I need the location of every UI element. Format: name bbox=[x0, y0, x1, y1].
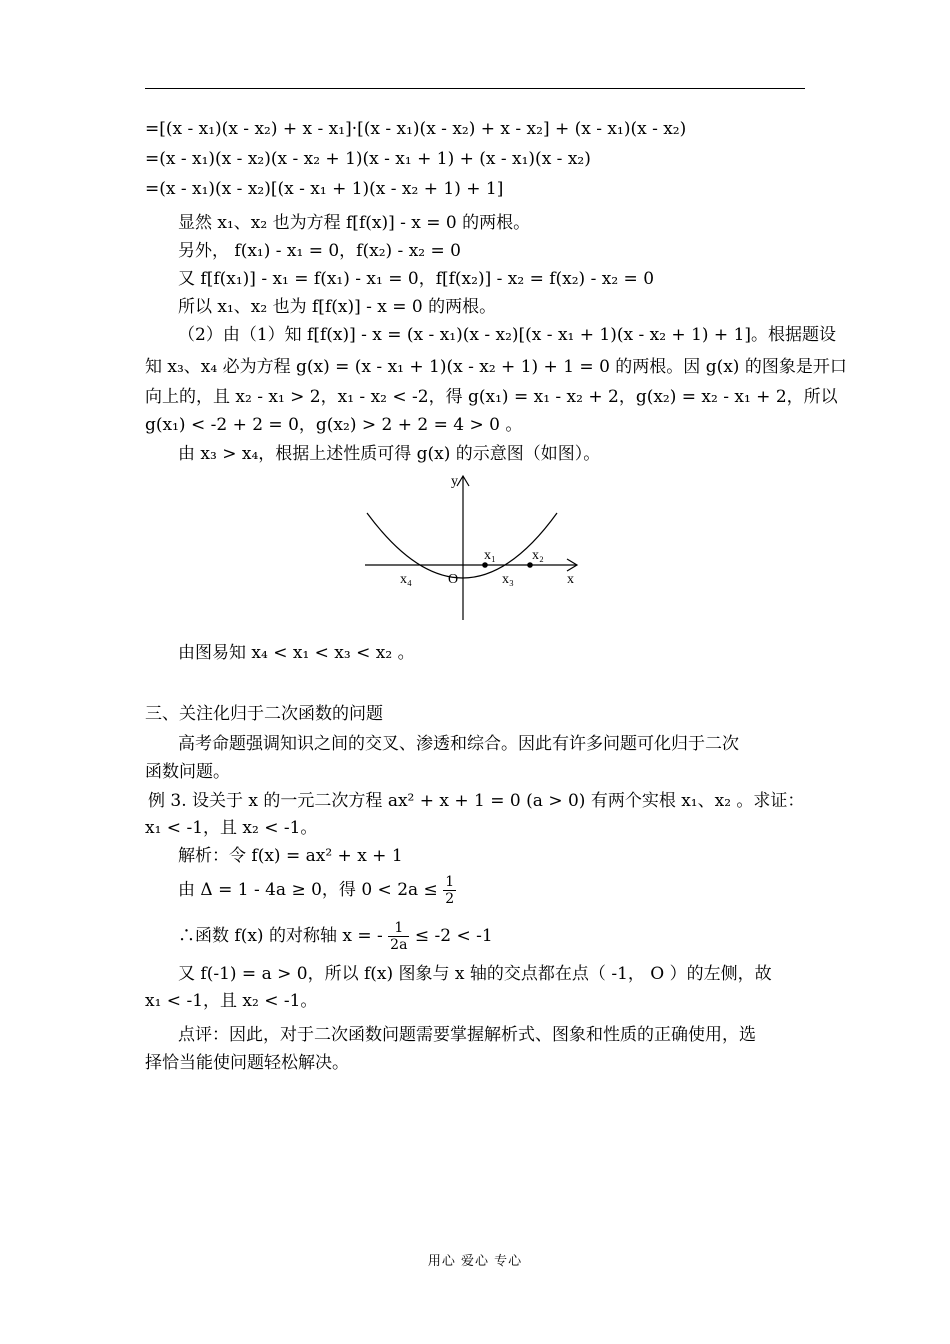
paragraph-line: 择恰当能使问题轻松解决。 bbox=[145, 1053, 349, 1073]
origin-label: O bbox=[448, 572, 459, 587]
paragraph-line: （2）由（1）知 f[f(x)] - x = (x - x₁)(x - x₂)[(x - x₁ + 1)(x - x₂ + 1) + 1]。根据题设 bbox=[178, 325, 837, 345]
fraction-denominator: 2 bbox=[445, 891, 455, 907]
fraction-numerator: 1 bbox=[388, 920, 409, 937]
x-axis-label: x bbox=[567, 572, 574, 587]
paragraph-line: 由图易知 x₄ < x₁ < x₃ < x₂ 。 bbox=[178, 643, 415, 663]
paragraph-line: 另外， f(x₁) - x₁ = 0，f(x₂) - x₂ = 0 bbox=[178, 241, 461, 261]
paragraph-line: 又 f[f(x₁)] - x₁ = f(x₁) - x₁ = 0，f[f(x₂)] - x₂ = f(x₂) - x₂ = 0 bbox=[178, 269, 655, 289]
paragraph-line: 向上的，且 x₂ - x₁ > 2，x₁ - x₂ < -2，得 g(x₁) = x₁ - x₂ + 2，g(x₂) = x₂ - x₁ + 2，所以 bbox=[145, 387, 838, 407]
equation-line-3: =(x - x₁)(x - x₂)[(x - x₁ + 1)(x - x₂ + 1) + 1] bbox=[145, 179, 504, 199]
paragraph-line: 由 x₃ > x₄，根据上述性质可得 g(x) 的示意图（如图）。 bbox=[178, 444, 601, 464]
equation-line-1: =[(x - x₁)(x - x₂) + x - x₁]·[(x - x₁)(x - x₂) + x - x₂] + (x - x₁)(x - x₂) bbox=[145, 119, 687, 139]
example-heading: 例 3. 设关于 x 的一元二次方程 ax² + x + 1 = 0 (a > 0) 有两个实根 x₁、x₂ 。求证： bbox=[148, 791, 805, 811]
parabola-curve bbox=[367, 513, 557, 578]
y-axis-label: y bbox=[451, 474, 458, 489]
x4-label: x₄ bbox=[400, 572, 412, 587]
axis-inequality: ≤ -2 < -1 bbox=[414, 926, 493, 946]
parabola-figure bbox=[355, 468, 595, 628]
paragraph-line: 所以 x₁、x₂ 也为 f[f(x)] - x = 0 的两根。 bbox=[178, 297, 497, 317]
paragraph-line: 点评：因此，对于二次函数问题需要掌握解析式、图象和性质的正确使用，选 bbox=[178, 1025, 756, 1045]
page-footer: 用心 爱心 专心 bbox=[427, 1254, 523, 1269]
fraction-one-half bbox=[443, 874, 456, 907]
fraction-denominator: 2a bbox=[390, 937, 408, 953]
fraction-one-over-2a bbox=[388, 920, 409, 953]
axis-text: ∴函数 f(x) 的对称轴 x = - bbox=[178, 926, 383, 946]
paragraph-line: 显然 x₁、x₂ 也为方程 f[f(x)] - x = 0 的两根。 bbox=[178, 213, 531, 233]
paragraph-line: g(x₁) < -2 + 2 = 0，g(x₂) > 2 + 2 = 4 > 0 。 bbox=[145, 415, 523, 435]
paragraph-line: 知 x₃、x₄ 必为方程 g(x) = (x - x₁ + 1)(x - x₂ + 1) + 1 = 0 的两根。因 g(x) 的图象是开口 bbox=[145, 357, 847, 377]
equation-line-2: =(x - x₁)(x - x₂)(x - x₂ + 1)(x - x₁ + 1) + (x - x₁)(x - x₂) bbox=[145, 149, 591, 169]
paragraph-line: 函数问题。 bbox=[145, 762, 230, 782]
axis-of-symmetry-line bbox=[178, 920, 493, 953]
discriminant-text: 由 Δ = 1 - 4a ≥ 0，得 0 < 2a ≤ bbox=[178, 880, 438, 900]
paragraph-line: x₁ < -1，且 x₂ < -1。 bbox=[145, 818, 318, 838]
fraction-numerator: 1 bbox=[445, 874, 455, 890]
x1-label: x₁ bbox=[484, 548, 496, 563]
paragraph-line: 解析：令 f(x) = ax² + x + 1 bbox=[178, 846, 403, 866]
point-x1 bbox=[482, 562, 488, 568]
point-x2 bbox=[527, 562, 533, 568]
discriminant-line bbox=[178, 874, 456, 907]
x2-label: x₂ bbox=[532, 548, 544, 563]
section-heading: 三、关注化归于二次函数的问题 bbox=[145, 704, 383, 724]
paragraph-line: x₁ < -1，且 x₂ < -1。 bbox=[145, 991, 318, 1011]
header-rule bbox=[145, 88, 805, 89]
x3-label: x₃ bbox=[502, 572, 514, 587]
paragraph-line: 高考命题强调知识之间的交叉、渗透和综合。因此有许多问题可化归于二次 bbox=[178, 734, 739, 754]
paragraph-line: 又 f(-1) = a > 0，所以 f(x) 图象与 x 轴的交点都在点（ -1， O ）的左侧，故 bbox=[178, 964, 772, 984]
